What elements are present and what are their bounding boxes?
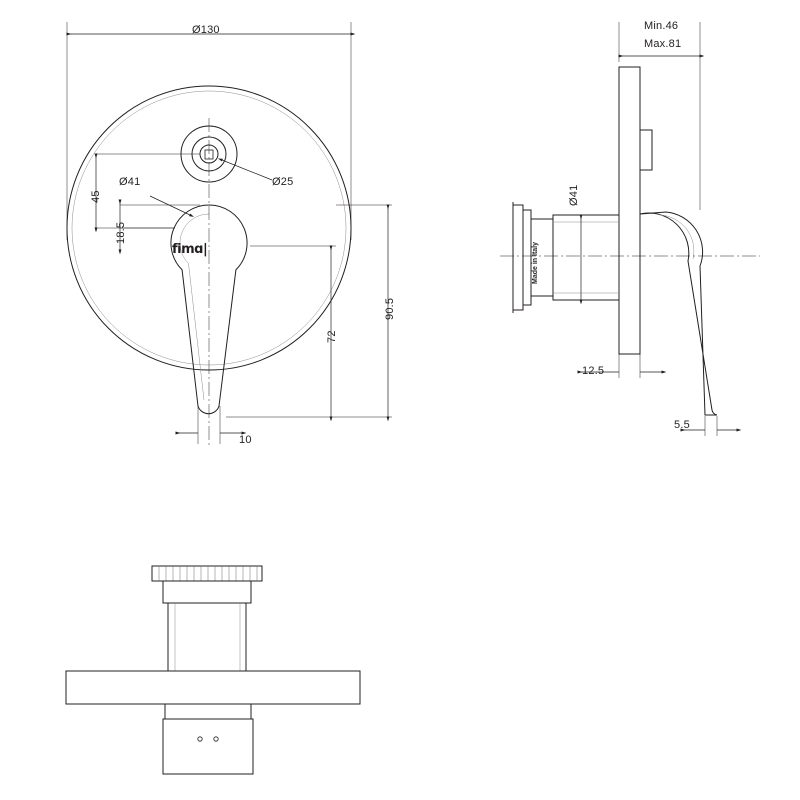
dim-plate-thickness: 12.5	[582, 365, 605, 377]
side-view-geometry	[513, 67, 717, 415]
dim-body-diameter: Ø41	[568, 184, 580, 206]
dim-handle-offset: 18.5	[115, 221, 127, 244]
brand-logo: fimɑ|	[172, 242, 208, 257]
dim-overall-height: 90.5	[384, 297, 396, 320]
dim-handle-tip-width: 10	[239, 434, 252, 446]
dim-handle-thickness: 5.5	[674, 419, 690, 431]
bottom-view-geometry	[66, 566, 360, 774]
side-view-construction	[500, 22, 760, 436]
dim-handle-hub-diameter: Ø41	[119, 176, 141, 188]
dim-plate-diameter: Ø130	[192, 24, 220, 36]
dim-top-offset: 45	[90, 190, 102, 203]
dim-min-depth: Min.46	[644, 20, 679, 32]
dim-handle-length: 72	[326, 330, 338, 343]
made-in-italy-text: Made in Italy	[532, 241, 539, 284]
dim-max-depth: Max.81	[644, 38, 682, 50]
dim-diverter-diameter: Ø25	[272, 176, 294, 188]
